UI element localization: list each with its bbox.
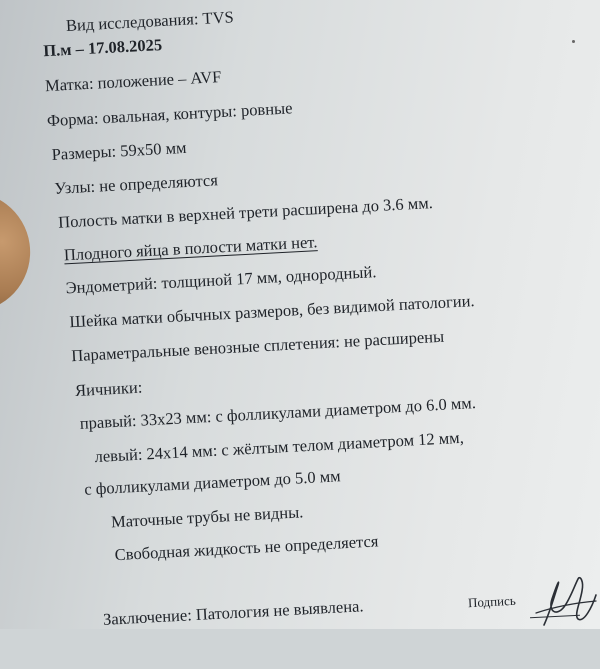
uterus-size-line: Размеры: 59х50 мм <box>51 137 187 164</box>
conclusion-line: Заключение: Патология не выявлена. <box>102 596 364 629</box>
tubes-line: Маточные трубы не видны. <box>110 502 304 532</box>
right-ovary-line: правый: 33х23 мм: с фолликулами диаметром до 6.0 мм. <box>79 393 477 433</box>
endometrium-line: Эндометрий: толщиной 17 мм, однородный. <box>65 262 377 298</box>
ovaries-heading: Яичники: <box>74 377 143 401</box>
exam-type-line: Вид исследования: TVS <box>65 7 235 36</box>
parametrial-line: Параметральные венозные сплетения: не расширены <box>70 326 445 366</box>
free-fluid-line: Свободная жидкость не определяется <box>114 531 379 565</box>
nodes-line: Узлы: не определяются <box>53 170 219 198</box>
left-ovary-line: левый: 24х14 мм: с жёлтым телом диаметром 12 мм, <box>94 427 465 467</box>
cervix-line: Шейка матки обычных размеров, без видимой патологии. <box>69 291 475 332</box>
uterus-position-line: Матка: положение – AVF <box>44 66 222 96</box>
signature-label: Подпись <box>467 592 517 611</box>
handwritten-signature <box>534 567 598 627</box>
date-line: П.м – 17.08.2025 <box>42 35 163 61</box>
cavity-line: Полость матки в верхней трети расширена до 3.6 мм. <box>57 193 434 232</box>
left-ovary-follicles-line: с фолликулами диаметром до 5.0 мм <box>83 466 342 499</box>
ovum-line: Плодного яйца в полости матки нет. <box>63 232 318 265</box>
uterus-shape-line: Форма: овальная, контуры: ровные <box>46 98 293 131</box>
